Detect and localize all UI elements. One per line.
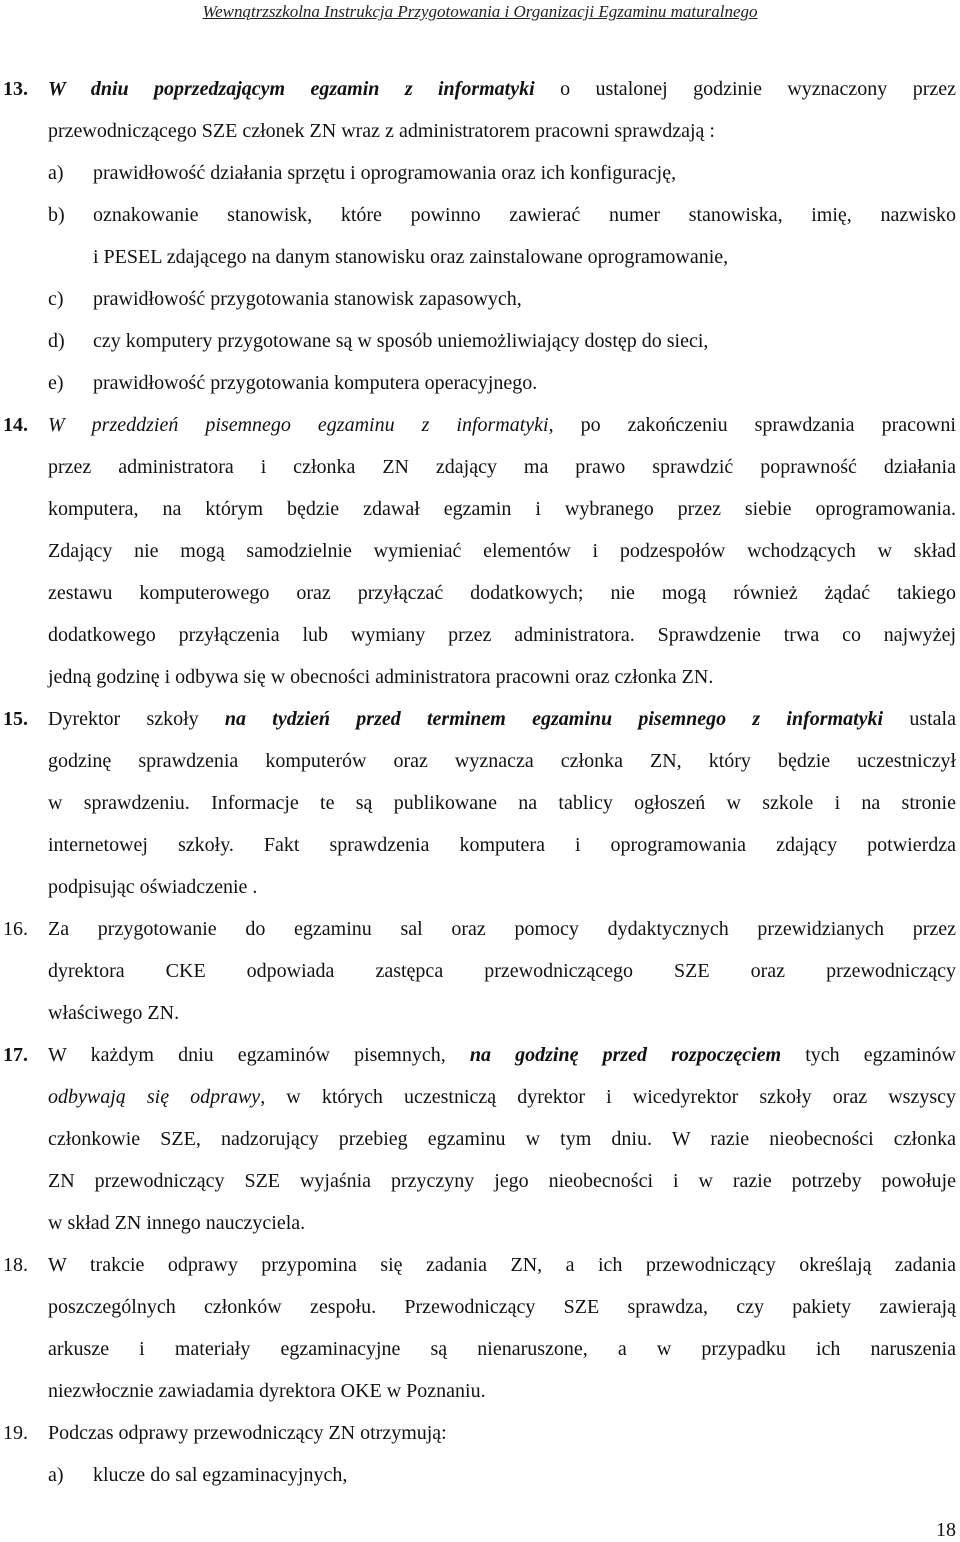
p13-emphasis: W dniu poprzedzającym egzamin z informatyki <box>48 78 535 100</box>
p13-item-a: prawidłowość działania sprzętu i oprogramowania oraz ich konfigurację, <box>93 162 677 184</box>
paragraph-number-17: 17. <box>3 1044 28 1066</box>
paragraph-number-19: 19. <box>3 1422 28 1444</box>
p13-item-b: oznakowanie stanowisk, które powinno zawierać numer stanowiska, imię, nazwisko <box>93 204 956 226</box>
p14-line-6: dodatkowego przyłączenia lub wymiany przez administratora. Sprawdzenie trwa co najwyżej <box>48 624 956 646</box>
p13-line-2: przewodniczącego SZE członek ZN wraz z administratorem pracowni sprawdzają : <box>48 120 715 142</box>
page-number: 18 <box>936 1519 956 1541</box>
p17-line-1-text-a: W każdym dniu egzaminów pisemnych, <box>48 1044 470 1066</box>
paragraph-number-16: 16. <box>3 918 28 940</box>
p14-line-5: zestawu komputerowego oraz przyłączać dodatkowych; nie mogą również żądać takiego <box>48 582 956 604</box>
p15-line-3: w sprawdzeniu. Informacje te są publikowane na tablicy ogłoszeń w szkole i na stronie <box>48 792 956 814</box>
p14-line-1 <box>48 404 956 446</box>
p19-line-1: Podczas odprawy przewodniczący ZN otrzymują: <box>48 1422 447 1444</box>
p17-line-1-text-c: tych egzaminów <box>781 1044 956 1066</box>
p14-line-4: Zdający nie mogą samodzielnie wymieniać elementów i podzespołów wchodzących w skład <box>48 540 956 562</box>
running-header: Wewnątrzszkolna Instrukcja Przygotowania i Organizacji Egzaminu maturalnego <box>202 2 758 21</box>
p18-line-1: W trakcie odprawy przypomina się zadania ZN, a ich przewodniczący określają zadania <box>48 1254 956 1276</box>
p16-line-3: właściwego ZN. <box>48 1002 180 1024</box>
p13-item-e-label: e) <box>48 372 64 394</box>
p16-line-2: dyrektora CKE odpowiada zastępca przewodniczącego SZE oraz przewodniczący <box>48 960 956 982</box>
p13-item-d-label: d) <box>48 330 65 352</box>
paragraph-number-14: 14. <box>3 414 28 436</box>
p17-emphasis: na godzinę przed rozpoczęciem <box>469 1044 782 1066</box>
p14-line-2: przez administratora i członka ZN zdający ma prawo sprawdzić poprawność działania <box>48 456 956 478</box>
p17-line-2-text: , w których uczestniczą dyrektor i wicedyrektor szkoły oraz wszyscy <box>260 1086 956 1108</box>
p13-item-b-label: b) <box>48 204 65 226</box>
p18-line-3: arkusze i materiały egzaminacyjne są nienaruszone, a w przypadku ich naruszenia <box>48 1338 956 1360</box>
p13-item-b-cont: i PESEL zdającego na danym stanowisku oraz zainstalowane oprogramowanie, <box>93 246 729 268</box>
p19-item-a-label: a) <box>48 1464 64 1486</box>
p15-line-1-text-c: ustala <box>883 708 956 730</box>
p17-italic: odbywają się odprawy <box>48 1086 261 1108</box>
p13-item-c: prawidłowość przygotowania stanowisk zapasowych, <box>93 288 522 310</box>
p18-line-2: poszczególnych członków zespołu. Przewodniczący SZE sprawdza, czy pakiety zawierają <box>48 1296 956 1318</box>
p13-item-a-label: a) <box>48 162 64 184</box>
p14-line-3: komputera, na którym będzie zdawał egzamin i wybranego przez siebie oprogramowania. <box>48 498 956 520</box>
p18-line-4: niezwłocznie zawiadamia dyrektora OKE w Poznaniu. <box>48 1380 486 1402</box>
p15-line-1-text-a: Dyrektor szkoły <box>48 708 225 730</box>
paragraph-number-18: 18. <box>3 1254 28 1276</box>
p13-line-1-text: o ustalonej godzinie wyznaczony przez <box>534 78 956 100</box>
p15-line-2: godzinę sprawdzenia komputerów oraz wyznacza członka ZN, który będzie uczestniczył <box>48 750 956 772</box>
p17-line-5: w skład ZN innego nauczyciela. <box>48 1212 306 1234</box>
p14-line-7: jedną godzinę i odbywa się w obecności administratora pracowni oraz członka ZN. <box>48 666 714 688</box>
p15-line-1 <box>48 698 956 740</box>
paragraph-number-15: 15. <box>3 708 28 730</box>
p17-line-2 <box>48 1076 956 1118</box>
p14-line-1-text: , po zakończeniu sprawdzania pracowni <box>548 414 956 436</box>
p17-line-3: członkowie SZE, nadzorujący przebieg egzaminu w tym dniu. W razie nieobecności członka <box>48 1128 956 1150</box>
p17-line-1 <box>48 1034 956 1076</box>
p16-line-1: Za przygotowanie do egzaminu sal oraz pomocy dydaktycznych przewidzianych przez <box>48 918 956 940</box>
p15-emphasis: na tydzień przed terminem egzaminu pisemnego z informatyki <box>224 708 884 730</box>
p15-line-4: internetowej szkoły. Fakt sprawdzenia komputera i oprogramowania zdający potwierdza <box>48 834 956 856</box>
paragraph-number-13: 13. <box>3 78 28 100</box>
p13-item-d: czy komputery przygotowane są w sposób uniemożliwiający dostęp do sieci, <box>93 330 709 352</box>
p13-item-e: prawidłowość przygotowania komputera operacyjnego. <box>93 372 538 394</box>
p17-line-4: ZN przewodniczący SZE wyjaśnia przyczyny jego nieobecności i w razie potrzeby powołuje <box>48 1170 956 1192</box>
p14-emphasis: W przeddzień pisemnego egzaminu z informatyki <box>48 414 549 436</box>
p13-line-1 <box>48 68 956 110</box>
p15-line-5: podpisując oświadczenie . <box>48 876 258 898</box>
p19-item-a: klucze do sal egzaminacyjnych, <box>93 1464 348 1486</box>
p13-item-c-label: c) <box>48 288 64 310</box>
